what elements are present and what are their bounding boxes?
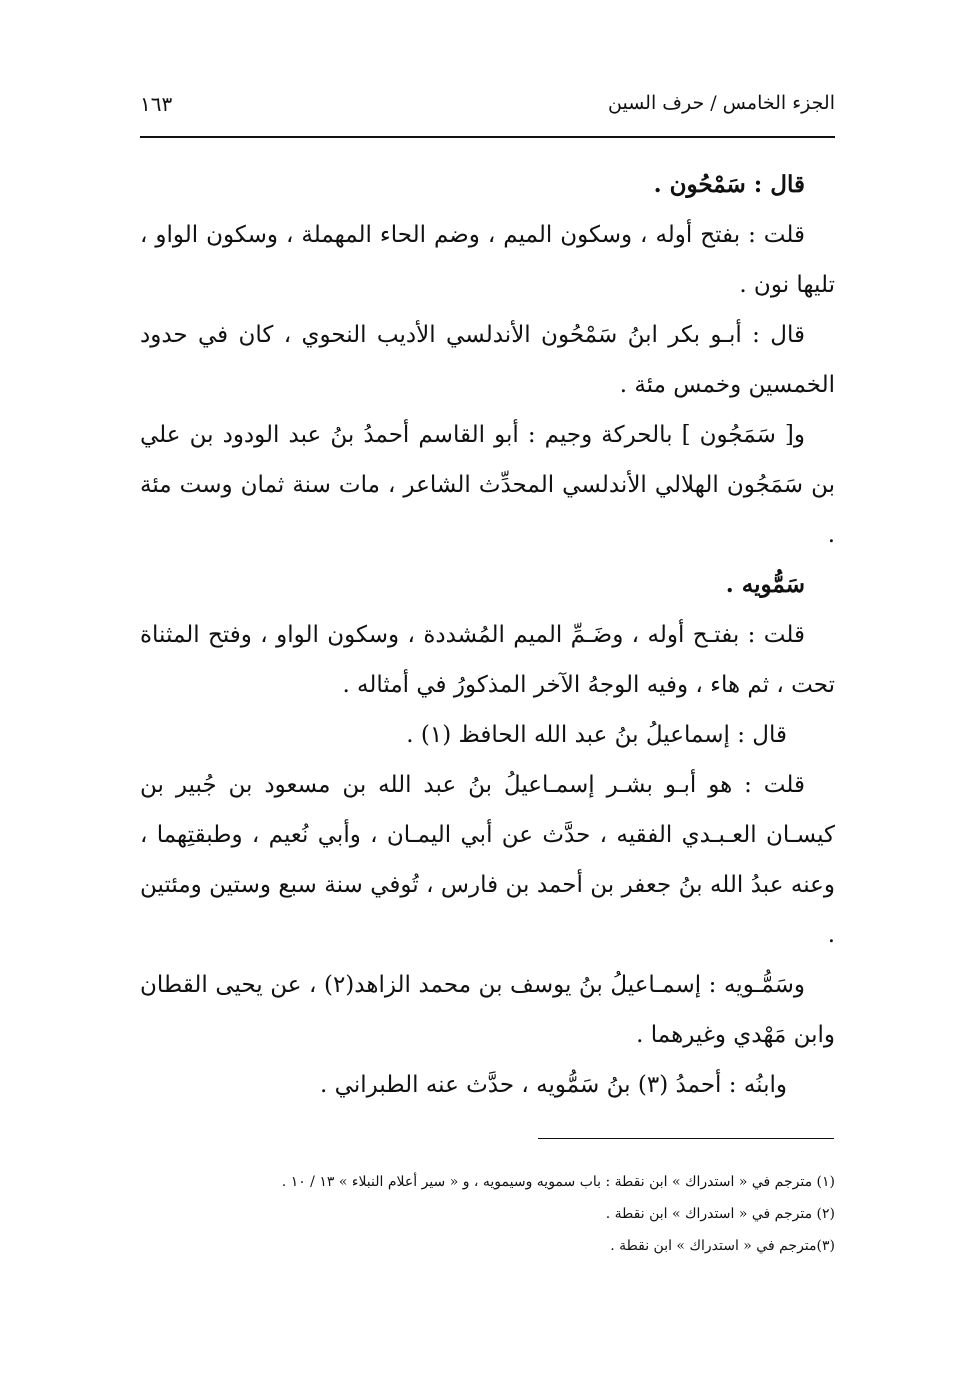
footnote: (٢) مترجم في « استدراك » ابن نقطة . [605, 1206, 835, 1222]
entry-heading: قال : سَمْحُون . [653, 171, 805, 198]
footnote-rule [538, 1138, 834, 1139]
paragraph: وسَمُّـويه : إسمـاعيلُ بنُ يوسف بن محمد الزاهد(٢) ، عن يحيى القطان وابن مَهْدي وغيرهما . [140, 972, 835, 1048]
paragraph: وابنُه : أحمدُ (٣) بنُ سَمُّويه ، حدَّث عنه الطبراني . [320, 1072, 787, 1098]
entry-heading: سَمُّويه . [725, 571, 805, 598]
paragraph: قلت : هو أبـو بشـر إسمـاعيلُ بنُ عبد الله بن مسعود بن جُبير بن كيسـان العـبـدي الفقيه ، حدَّث عن أبي اليمـان ، وأبي نُعيم ، وطبقتِهما ، وعنه عبدُ الله بنُ جعفر بن أحمد بن فارس ، تُوفي سنة سبع وستين ومئتين . [140, 772, 835, 948]
paragraph: قلت : بفتـح أوله ، وضَـمِّ الميم المُشددة ، وسكون الواو ، وفتح المثناة تحت ، ثم هاء ، وفيه الوجهُ الآخر المذكورُ في أمثاله . [140, 622, 835, 698]
footnotes [140, 1170, 835, 1266]
paragraph: قال : إسماعيلُ بنُ عبد الله الحافظ (١) . [406, 722, 787, 748]
main-text [140, 160, 835, 1110]
page-number: ١٦٣ [140, 92, 173, 116]
paragraph: و[ سَمَجُون ] بالحركة وجيم : أبو القاسم أحمدُ بنُ عبد الودود بن علي بن سَمَجُون الهلالي الأندلسي المحدِّث الشاعر ، مات سنة ثمان وست مئة . [140, 422, 835, 548]
header-rule [140, 136, 835, 138]
footnote: (٣)مترجم في « استدراك » ابن نقطة . [610, 1238, 835, 1254]
running-title: الجزء الخامس / حرف السين [608, 92, 835, 114]
footnote: (١) مترجم في « استدراك » ابن نقطة : باب سمويه وسيمويه ، و « سير أعلام النبلاء » ١٣ / ١٠ . [281, 1174, 835, 1190]
paragraph: قال : أبـو بكر ابنُ سَمْحُون الأندلسي الأديب النحوي ، كان في حدود الخمسين وخمس مئة . [140, 322, 835, 398]
paragraph: قلت : بفتح أوله ، وسكون الميم ، وضم الحاء المهملة ، وسكون الواو ، تليها نون . [140, 222, 835, 298]
page-header [140, 92, 835, 130]
